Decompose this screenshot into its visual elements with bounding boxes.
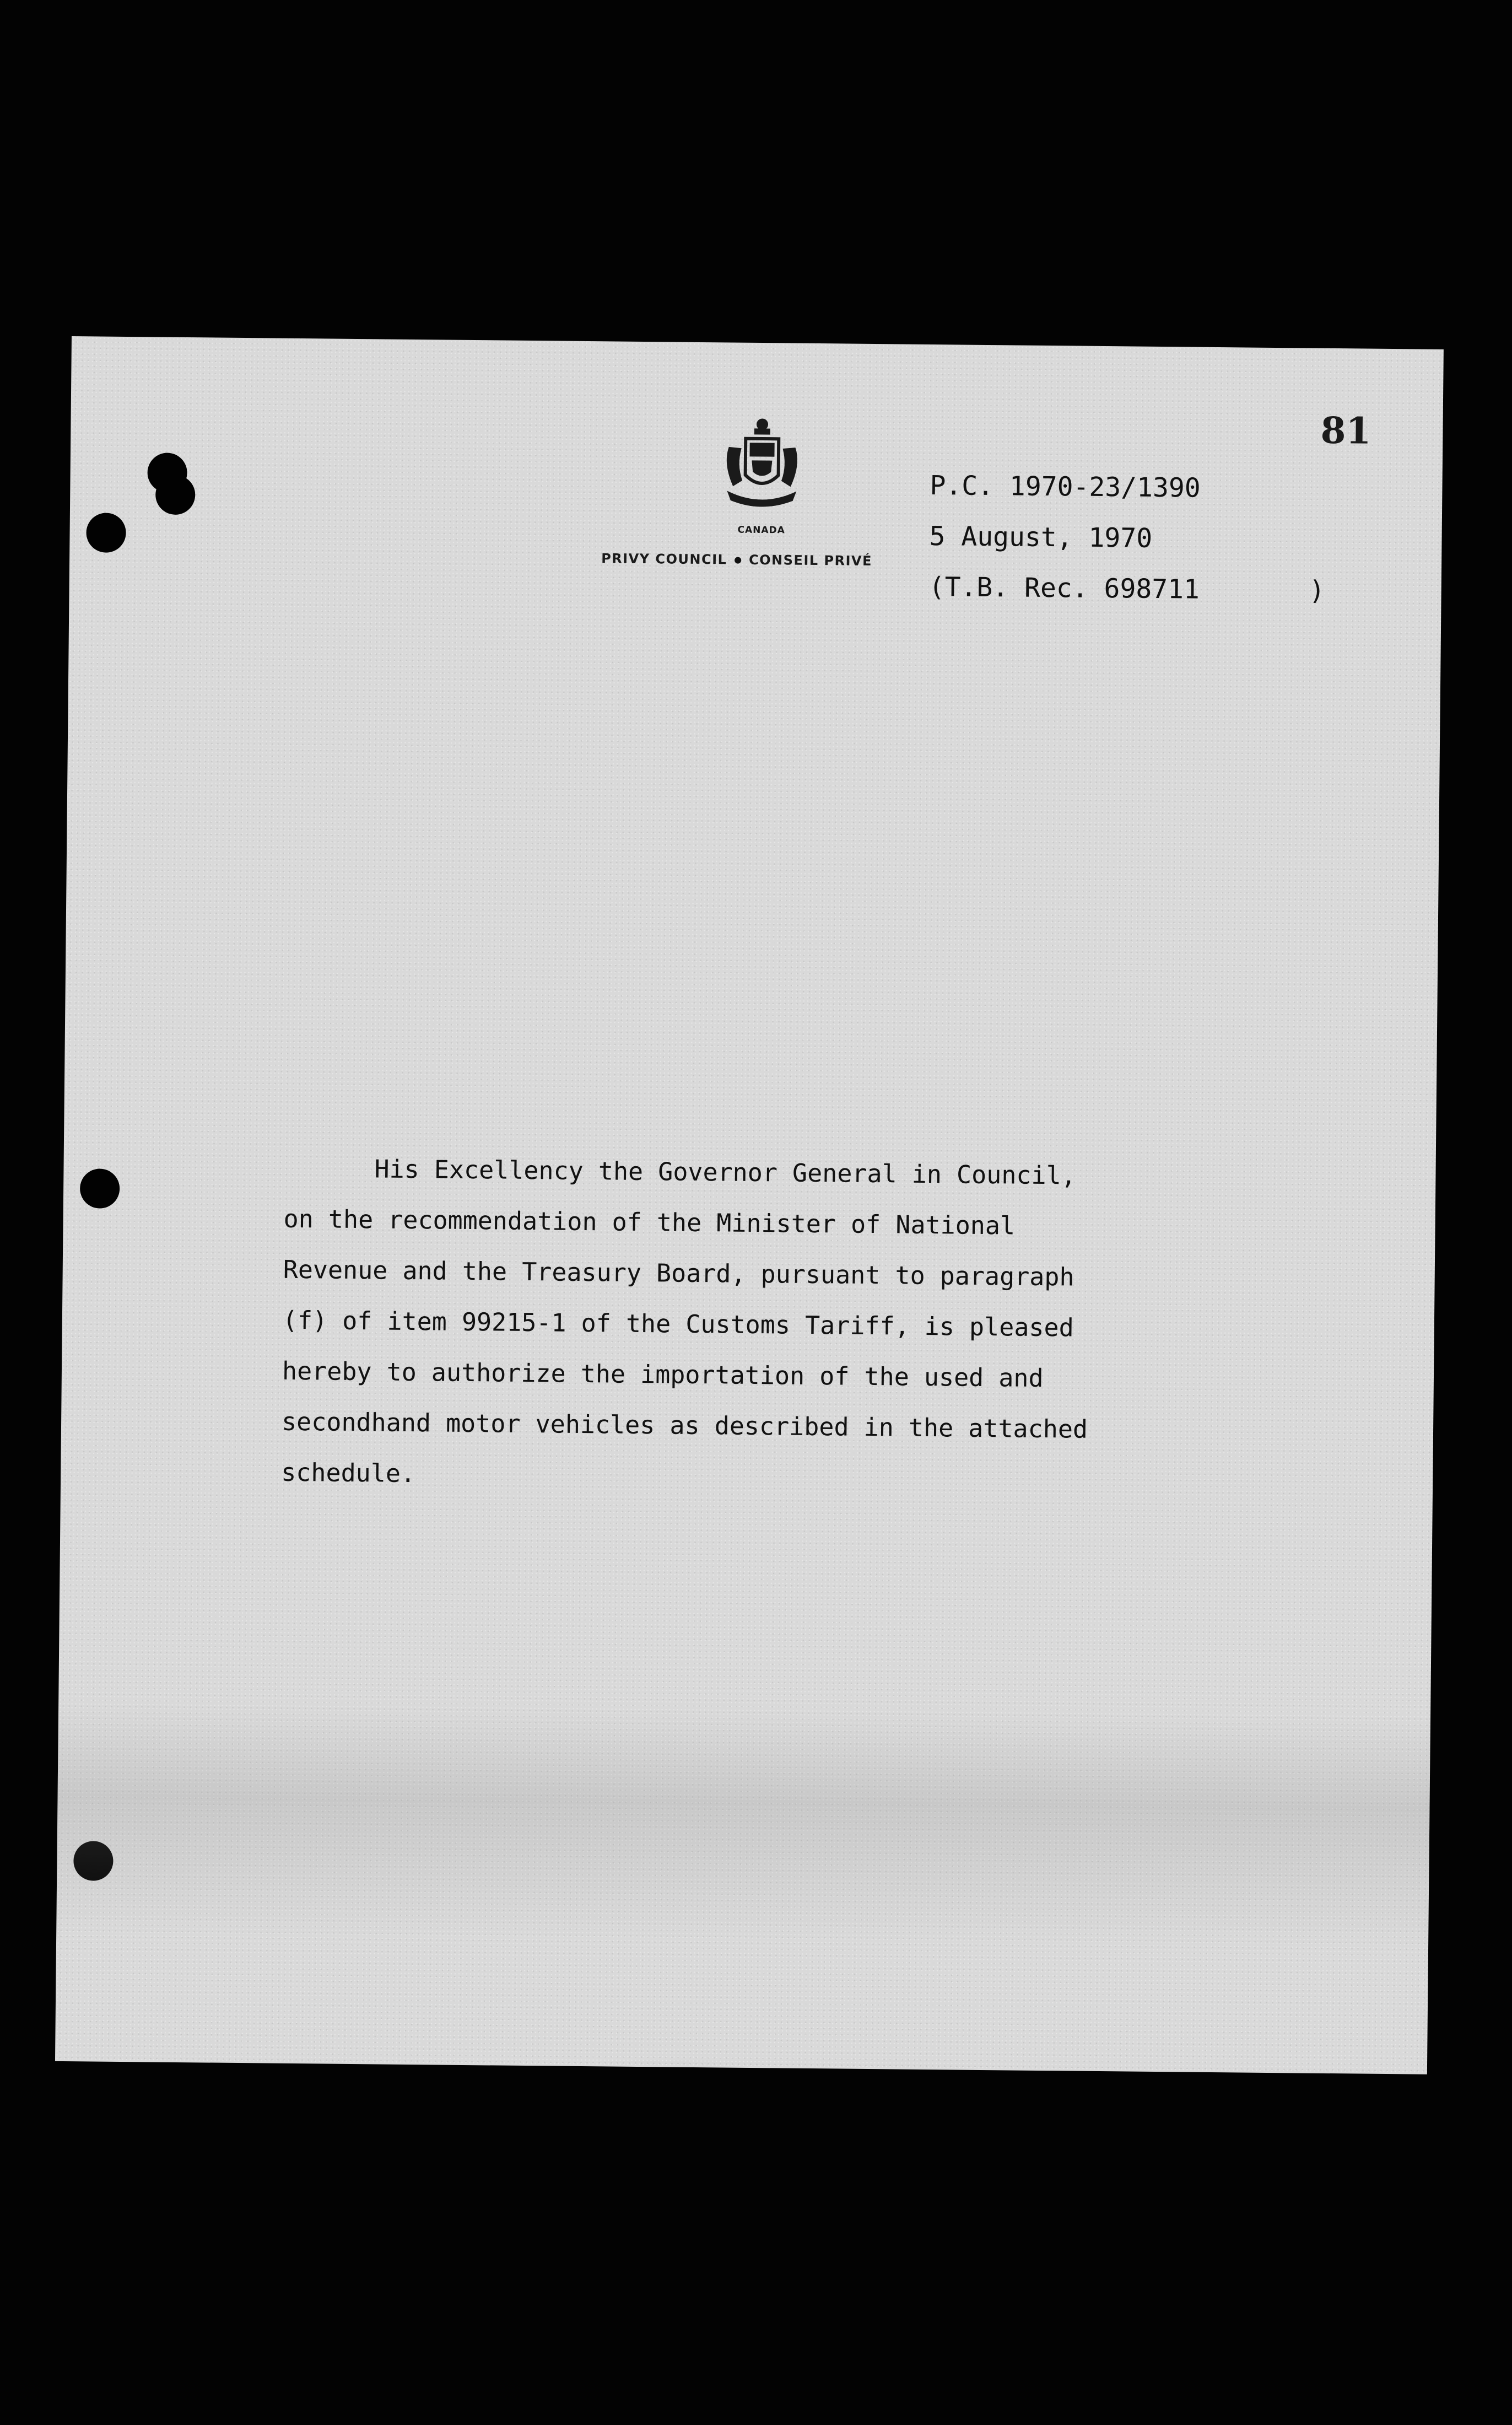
body-line: schedule. (280, 1457, 416, 1489)
binder-hole-upper (86, 513, 126, 553)
council-name-english: PRIVY COUNCIL (601, 551, 727, 568)
crest-country-label: CANADA (737, 524, 785, 536)
canada-coat-of-arms-icon (717, 414, 807, 514)
pc-number: P.C. 1970-23/1390 (930, 470, 1201, 504)
order-body (281, 1143, 1166, 1506)
binder-hole-middle (80, 1168, 120, 1209)
order-reference-block (928, 460, 1325, 615)
treasury-board-reference (928, 562, 1325, 615)
treasury-board-rec-close: ) (1309, 575, 1325, 606)
council-name-french: CONSEIL PRIVÉ (748, 552, 873, 569)
privy-council-header (601, 551, 910, 569)
body-line: on the recommendation of the Minister of National (283, 1204, 1016, 1241)
binder-hole-top-2 (155, 475, 196, 515)
order-date: 5 August, 1970 (929, 520, 1153, 554)
body-line: hereby to authorize the importation of the used and (282, 1356, 1044, 1393)
treasury-board-rec-number: (T.B. Rec. 698711 (928, 571, 1200, 605)
body-line: secondhand motor vehicles as described in the attached (281, 1406, 1088, 1444)
binder-hole-lower (73, 1841, 114, 1881)
body-line: Revenue and the Treasury Board, pursuant to paragraph (283, 1254, 1074, 1292)
body-line: (f) of item 99215-1 of the Customs Tariff, is pleased (282, 1305, 1074, 1343)
document-page (55, 336, 1444, 2074)
separator-dot-icon (735, 557, 741, 564)
body-line: His Excellency the Governor General in Council, (374, 1154, 1077, 1190)
page-number: 81 (1320, 408, 1371, 452)
